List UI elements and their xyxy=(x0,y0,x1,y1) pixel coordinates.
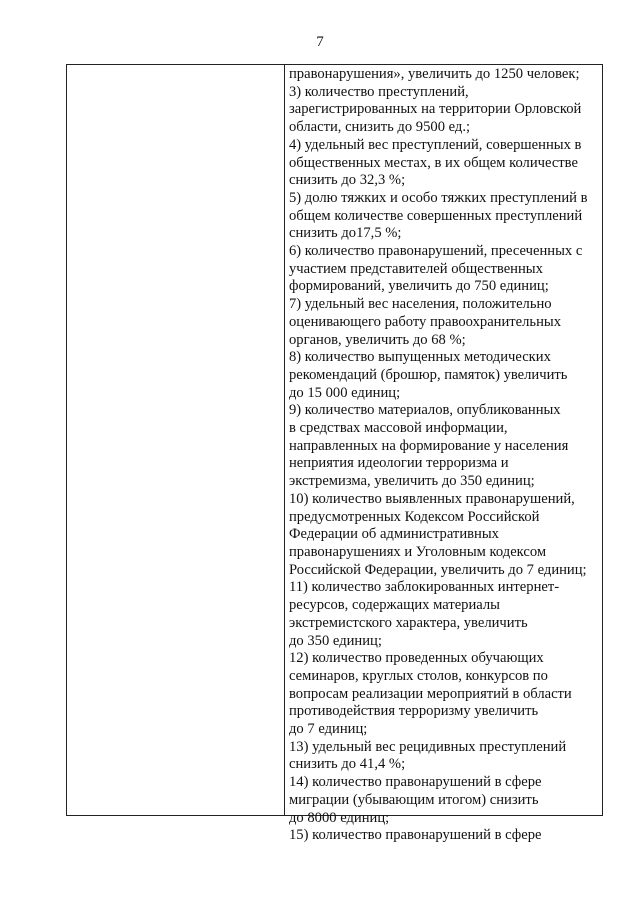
text-line: снизить до 41,4 %; xyxy=(289,756,406,773)
text-line: общественных местах, в их общем количестве xyxy=(289,154,578,171)
text-line: Российской Федерации, увеличить до 7 единиц; xyxy=(289,561,587,578)
text-line: до 15 000 единиц; xyxy=(289,384,401,401)
text-line: 7) удельный вес населения, положительно xyxy=(289,296,552,313)
text-line: вопросам реализации мероприятий в области xyxy=(289,685,572,702)
text-line: до 8000 единиц; xyxy=(289,809,390,826)
text-line: противодействия терроризму увеличить xyxy=(289,703,539,720)
text-line: 15) количество правонарушений в сфере xyxy=(289,827,542,844)
text-line: Федерации об административных xyxy=(289,526,499,543)
text-line: правонарушения», увеличить до 1250 человек; xyxy=(289,66,580,82)
text-line: 12) количество проведенных обучающих xyxy=(289,650,544,667)
text-line: 3) количество преступлений, xyxy=(289,83,469,100)
text-line: 14) количество правонарушений в сфере xyxy=(289,774,542,791)
text-line: общем количестве совершенных преступлений xyxy=(289,207,583,224)
text-line: экстремистского характера, увеличить xyxy=(289,614,528,631)
page-number: 7 xyxy=(316,34,324,50)
text-line: области, снизить до 9500 ед.; xyxy=(289,119,471,136)
text-line: 4) удельный вес преступлений, совершенных в xyxy=(289,136,582,153)
text-line: участием представителей общественных xyxy=(289,260,543,277)
table-right-cell xyxy=(285,65,602,844)
text-line: до 350 единиц; xyxy=(289,632,382,649)
text-line: направленных на формирование у населения xyxy=(289,437,569,454)
text-line: формирований, увеличить до 750 единиц; xyxy=(289,278,549,295)
text-line: правонарушениях и Уголовным кодексом xyxy=(289,543,547,560)
text-line: зарегистрированных на территории Орловской xyxy=(289,101,582,118)
text-line: предусмотренных Кодексом Российской xyxy=(289,508,540,525)
text-line: семинаров, круглых столов, конкурсов по xyxy=(289,667,548,684)
text-line: органов, увеличить до 68 %; xyxy=(289,331,466,348)
text-line: миграции (убывающим итогом) снизить xyxy=(289,791,539,808)
text-line: в средствах массовой информации, xyxy=(289,420,508,437)
text-line: 13) удельный вес рецидивных преступлений xyxy=(289,738,567,755)
table-left-cell xyxy=(67,65,284,815)
text-line: неприятия идеологии терроризма и xyxy=(289,455,509,472)
text-line: рекомендаций (брошюр, памяток) увеличить xyxy=(289,366,568,383)
text-line: 8) количество выпущенных методических xyxy=(289,349,551,366)
text-line: экстремизма, увеличить до 350 единиц; xyxy=(289,473,535,490)
text-line: до 7 единиц; xyxy=(289,721,368,738)
text-line: снизить до17,5 %; xyxy=(289,225,402,242)
text-line: 5) долю тяжких и особо тяжких преступлений в xyxy=(289,189,588,206)
text-line: 11) количество заблокированных интернет- xyxy=(289,579,560,596)
text-line: 9) количество материалов, опубликованных xyxy=(289,402,561,419)
text-line: снизить до 32,3 %; xyxy=(289,172,406,189)
document-table xyxy=(66,64,603,844)
text-line: оценивающего работу правоохранительных xyxy=(289,313,562,330)
text-line: ресурсов, содержащих материалы xyxy=(289,597,500,614)
text-line: 10) количество выявленных правонарушений, xyxy=(289,490,575,507)
text-line: 6) количество правонарушений, пресеченных с xyxy=(289,243,583,260)
